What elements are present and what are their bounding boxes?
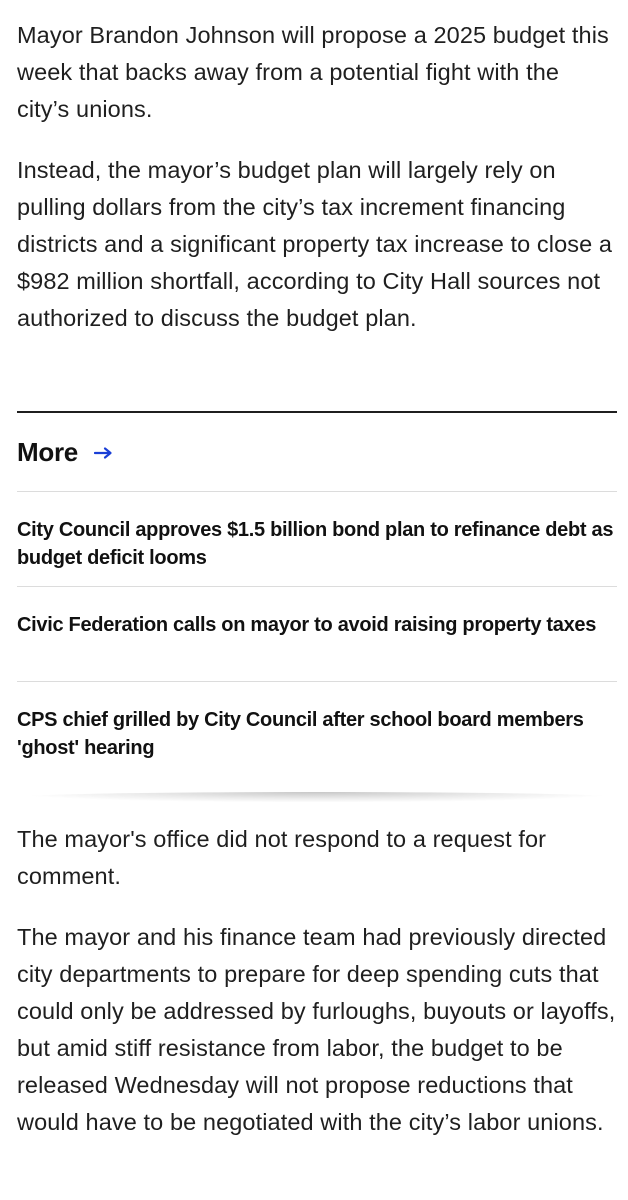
more-stories-module — [17, 411, 617, 791]
article-paragraph: Mayor Brandon Johnson will propose a 2025 budget this week that backs away from a potential fight with the city’s unions. — [17, 22, 609, 122]
more-title: More — [17, 437, 78, 467]
section-divider — [17, 411, 617, 413]
more-story-item[interactable] — [17, 681, 617, 776]
more-link[interactable] — [17, 437, 114, 468]
article-paragraph: The mayor's office did not respond to a request for comment. — [17, 826, 547, 889]
article-paragraph: Instead, the mayor’s budget plan will largely rely on pulling dollars from the city’s tax increment financing districts and a significant property tax increase to close a $982 million shortfall, according to City Hall sources not authorized to discuss the budget plan. — [17, 157, 613, 331]
more-story-link[interactable]: City Council approves $1.5 billion bond plan to refinance debt as budget deficit looms — [17, 519, 614, 569]
more-story-link[interactable]: Civic Federation calls on mayor to avoid raising property taxes — [17, 614, 597, 636]
more-story-item[interactable] — [17, 586, 617, 681]
more-story-item[interactable] — [17, 491, 617, 586]
more-story-link[interactable]: CPS chief grilled by City Council after school board members 'ghost' hearing — [17, 709, 584, 759]
arrow-right-icon — [94, 446, 114, 460]
more-stories-list — [17, 491, 617, 776]
article-paragraph: The mayor and his finance team had previously directed city departments to prepare for deep spending cuts that could only be addressed by furloughs, buyouts or layoffs, but amid stiff resistance from labor, the budget to be released Wednesday will not propose reductions that would have to be negotiated with the city’s labor unions. — [17, 924, 616, 1135]
module-shadow — [23, 792, 611, 802]
